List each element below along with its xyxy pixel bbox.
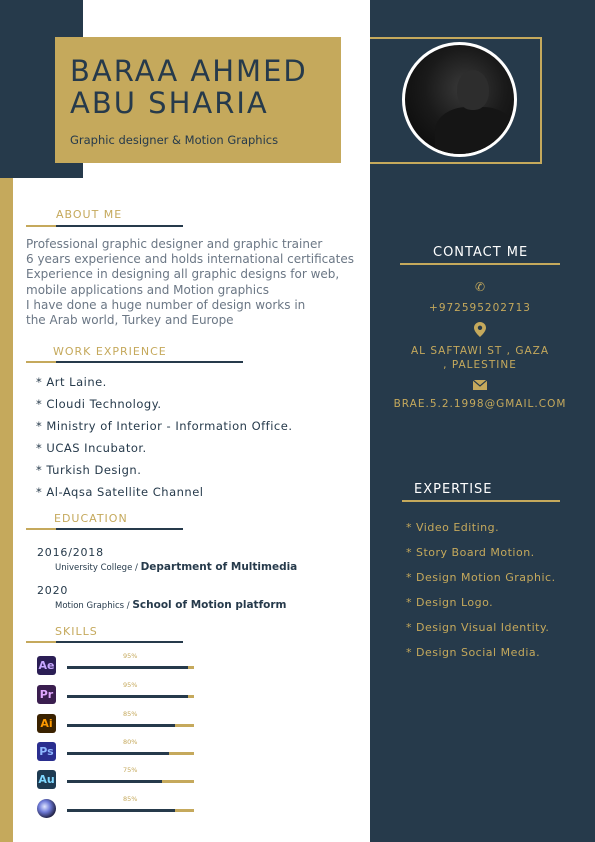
skill-percent-label: 85% (123, 795, 138, 803)
about-line: the Arab world, Turkey and Europe (26, 313, 234, 328)
profile-photo (402, 42, 517, 157)
name-banner (55, 37, 341, 163)
skills-divider-navy (56, 641, 183, 643)
skill-row (37, 766, 197, 790)
about-line: Experience in designing all graphic designs for web, (26, 267, 340, 282)
skill-progress-fill (67, 695, 188, 698)
work-title: WORK EXPRIENCE (53, 345, 167, 358)
education-program: Department of Multimedia (140, 561, 298, 573)
skill-progress-track (67, 780, 194, 783)
skill-progress-fill (67, 666, 188, 669)
expertise-item: * Story Board Motion. (406, 546, 535, 559)
envelope-icon (472, 378, 488, 394)
skills-title: SKILLS (55, 625, 98, 638)
work-item: * UCAS Incubator. (36, 441, 147, 455)
skill-row (37, 652, 197, 676)
cinema4d-icon (37, 799, 56, 818)
work-item: * Turkish Design. (36, 463, 142, 477)
education-program: School of Motion platform (132, 599, 287, 611)
work-list (36, 374, 292, 506)
email-address[interactable]: BRAE.5.2.1998@GMAIL.COM (393, 398, 567, 410)
skill-percent-label: 80% (123, 738, 138, 746)
phone-number: +972595202713 (429, 302, 531, 314)
expertise-list (406, 520, 556, 670)
skill-row (37, 681, 197, 705)
contact-title: CONTACT ME (433, 245, 529, 260)
after-effects-icon: Ae (37, 656, 56, 675)
skill-row (37, 795, 197, 819)
photoshop-icon: Ps (37, 742, 56, 761)
about-divider-navy (56, 225, 183, 227)
expertise-item: * Video Editing. (406, 521, 500, 534)
work-item: * Al-Aqsa Satellite Channel (36, 485, 204, 499)
expertise-item: * Design Social Media. (406, 646, 541, 659)
education-divider-navy (56, 528, 183, 530)
phone-icon: ✆ (474, 280, 486, 294)
education-divider-gold (26, 528, 56, 530)
skill-progress-track (67, 695, 194, 698)
expertise-item: * Design Motion Graphic. (406, 571, 556, 584)
work-divider-navy (56, 361, 243, 363)
about-line: mobile applications and Motion graphics (26, 282, 269, 297)
skills-divider-gold (26, 641, 56, 643)
education-place: University College (55, 563, 133, 573)
work-item: * Ministry of Interior - Information Office. (36, 419, 293, 433)
about-line: Professional graphic designer and graphic trainer (26, 237, 323, 251)
work-item: * Art Laine. (36, 375, 107, 389)
address-line1: AL SAFTAWI ST , GAZA (410, 345, 550, 357)
skill-progress-track (67, 752, 194, 755)
education-place: Motion Graphics (55, 601, 125, 611)
skill-percent-label: 75% (123, 766, 138, 774)
name-first-line: BARAA AHMED (70, 54, 308, 88)
contact-divider (400, 263, 560, 265)
about-line: I have done a huge number of design works in (26, 297, 306, 312)
illustrator-icon: Ai (37, 714, 56, 733)
about-divider-gold (26, 225, 56, 227)
skill-percent-label: 95% (123, 652, 138, 660)
skill-row (37, 738, 197, 762)
skill-progress-fill (67, 752, 169, 755)
audition-icon: Au (37, 770, 56, 789)
skill-progress-track (67, 724, 194, 727)
education-title: EDUCATION (54, 512, 128, 525)
expertise-divider (402, 500, 560, 502)
location-pin-icon (472, 322, 488, 338)
education-detail: University College / Department of Multimedia (55, 561, 298, 573)
about-title: ABOUT ME (56, 208, 123, 221)
premiere-icon: Pr (37, 685, 56, 704)
education-year: 2020 (37, 584, 69, 597)
photo-silhouette-body (435, 107, 515, 157)
skill-progress-track (67, 666, 194, 669)
skill-percent-label: 85% (123, 710, 138, 718)
name-second-line: ABU SHARIA (70, 86, 269, 120)
about-line: 6 years experience and holds international certificates (26, 252, 354, 267)
expertise-item: * Design Logo. (406, 596, 494, 609)
about-paragraph (26, 237, 361, 328)
skill-percent-label: 95% (123, 681, 138, 689)
expertise-item: * Design Visual Identity. (406, 621, 550, 634)
work-item: * Cloudi Technology. (36, 397, 162, 411)
work-divider-gold (26, 361, 56, 363)
education-year: 2016/2018 (37, 546, 104, 559)
expertise-title: EXPERTISE (414, 482, 493, 497)
skill-progress-fill (67, 780, 162, 783)
education-detail: Motion Graphics / School of Motion platform (55, 599, 287, 611)
skill-progress-track (67, 809, 194, 812)
left-accent-strip (0, 178, 13, 842)
skill-progress-fill (67, 809, 175, 812)
skill-progress-fill (67, 724, 175, 727)
skill-row (37, 710, 197, 734)
job-subtitle: Graphic designer & Motion Graphics (70, 133, 279, 147)
address-line2: , PALESTINE (443, 359, 517, 371)
photo-silhouette-head (457, 70, 489, 110)
